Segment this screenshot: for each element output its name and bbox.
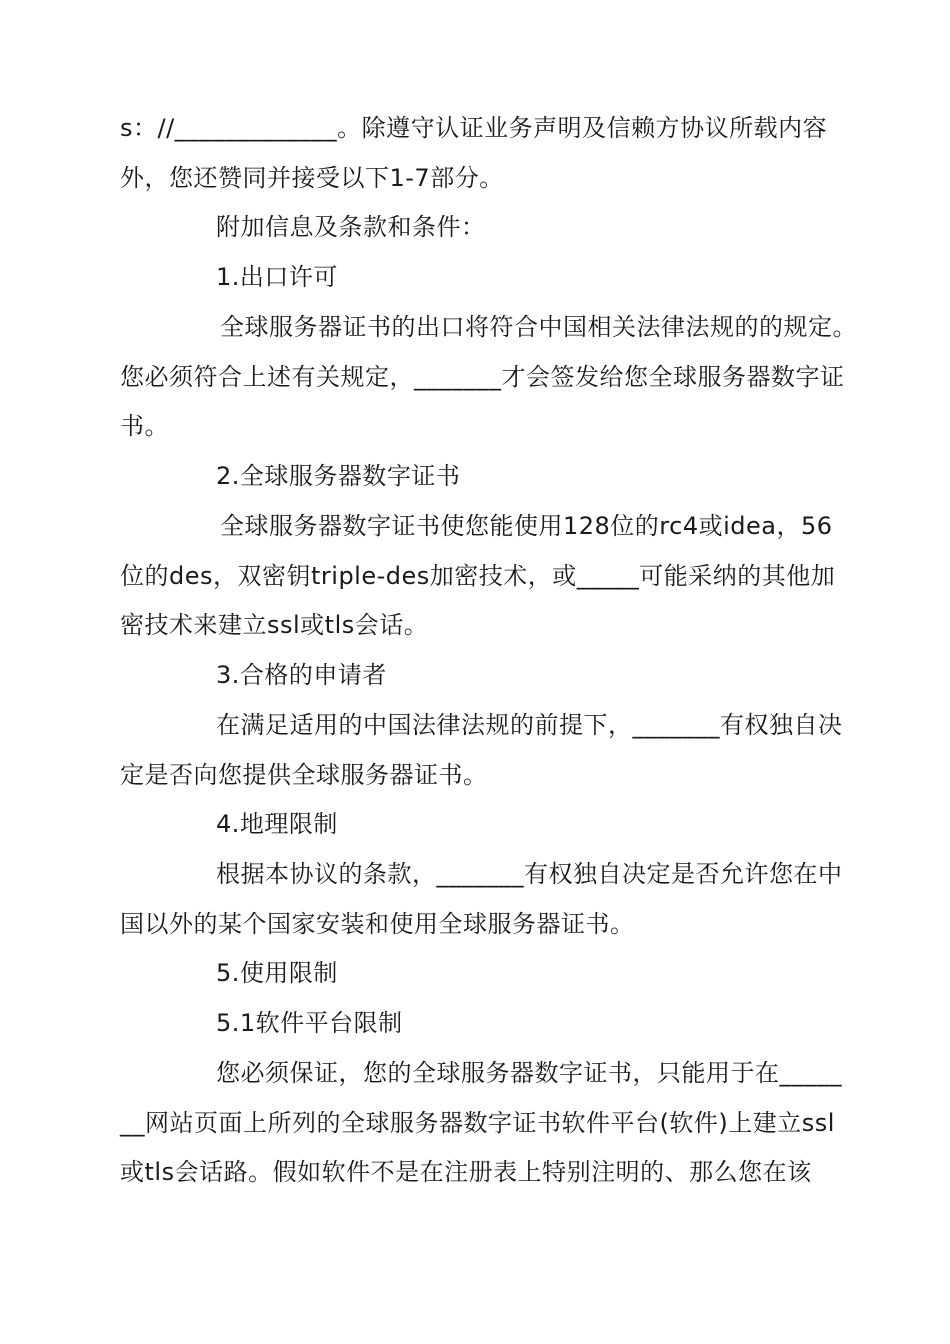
section-intro-heading: 附加信息及条款和条件：: [216, 213, 486, 241]
body-text-line: 密技术来建立ssl或tls会话。: [120, 611, 429, 639]
body-text-line: 在满足适用的中国法律法规的前提下，_______有权独自决: [216, 711, 843, 739]
body-text-line: 定是否向您提供全球服务器证书。: [120, 761, 488, 789]
section-heading-2: 2.全球服务器数字证书: [216, 462, 461, 490]
section-heading-4: 4.地理限制: [216, 810, 338, 838]
section-heading-3: 3.合格的申请者: [216, 661, 387, 689]
body-text-line: s：//_____________。除遵守认证业务声明及信赖方协议所载内容: [120, 114, 828, 142]
body-text-line: 全球服务器数字证书使您能使用128位的rc4或idea，56: [220, 512, 833, 540]
body-text-line: 您必须保证，您的全球服务器数字证书，只能用于在_____: [216, 1059, 842, 1087]
section-heading-1: 1.出口许可: [216, 263, 338, 291]
body-text-line: __网站页面上所列的全球服务器数字证书软件平台(软件)上建立ssl: [120, 1109, 835, 1137]
body-text-line: 位的des，双密钥triple-des加密技术，或_____可能采纳的其他加: [120, 562, 836, 590]
subsection-heading-5-1: 5.1软件平台限制: [216, 1009, 403, 1037]
body-text-line: 或tls会话路。假如软件不是在注册表上特别注明的、那么您在该: [120, 1158, 812, 1186]
section-heading-5: 5.使用限制: [216, 959, 338, 987]
body-text-line: 您必须符合上述有关规定，_______才会签发给您全球服务器数字证: [120, 363, 845, 391]
body-text-line: 国以外的某个国家安装和使用全球服务器证书。: [120, 910, 635, 938]
body-text-line: 书。: [120, 412, 169, 440]
body-text-line: 根据本协议的条款，_______有权独自决定是否允许您在中: [216, 860, 843, 888]
body-text-line: 外，您还赞同并接受以下1-7部分。: [120, 164, 504, 192]
body-text-line: 全球服务器证书的出口将符合中国相关法律法规的的规定。: [220, 313, 857, 341]
